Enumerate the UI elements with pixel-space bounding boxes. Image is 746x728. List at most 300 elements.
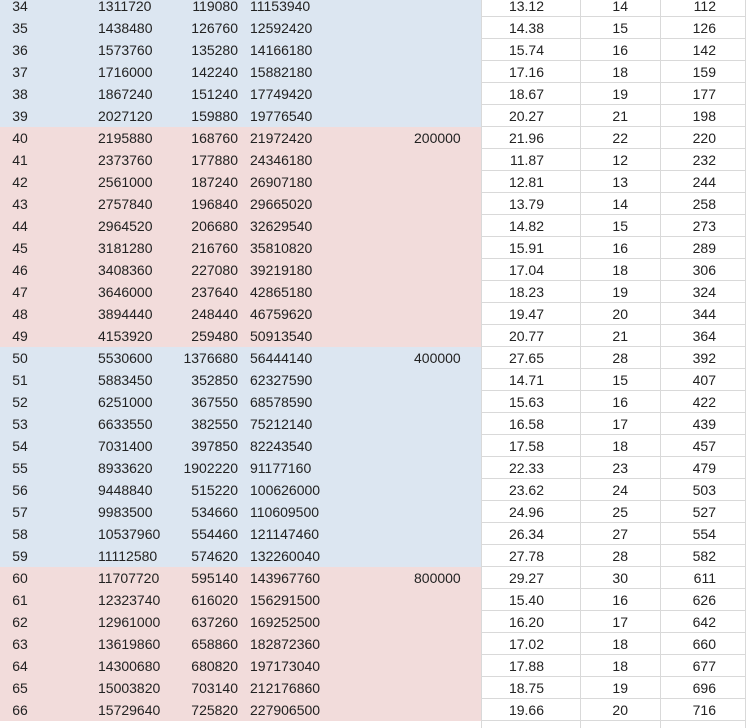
cell-col-e[interactable]: 19.66 — [508, 702, 544, 718]
cell-col-e[interactable]: 15.74 — [508, 42, 544, 58]
row-number[interactable]: 42 — [12, 174, 28, 190]
cell-col-a[interactable]: 2373760 — [98, 152, 153, 168]
table-row — [0, 259, 746, 281]
cell-col-g[interactable]: 626 — [692, 592, 716, 608]
cell-col-e[interactable]: 13.12 — [508, 0, 544, 14]
table-row — [0, 105, 746, 127]
table-row — [0, 83, 746, 105]
cell-col-c[interactable]: 35810820 — [250, 240, 313, 256]
cell-col-g[interactable]: 479 — [692, 460, 716, 476]
cell-col-g[interactable]: 142 — [692, 42, 716, 58]
cell-col-g[interactable]: 289 — [692, 240, 716, 256]
cell-col-b[interactable]: 725820 — [191, 702, 238, 718]
cell-col-e[interactable]: 27.78 — [508, 548, 544, 564]
cell-col-c[interactable]: 50913540 — [250, 328, 313, 344]
row-number[interactable]: 48 — [12, 306, 28, 322]
cell-col-b[interactable]: 352850 — [191, 372, 238, 388]
row-number[interactable]: 50 — [12, 350, 28, 366]
cell-col-f[interactable]: 13 — [612, 174, 628, 190]
cell-col-a[interactable]: 2757840 — [98, 196, 153, 212]
cell-col-f[interactable]: 25 — [612, 504, 628, 520]
cell-col-g[interactable]: 112 — [693, 0, 716, 14]
row-band-fill — [0, 0, 481, 17]
row-band-fill — [0, 479, 481, 501]
cell-col-c[interactable]: 14166180 — [250, 42, 313, 58]
cell-col-e[interactable]: 13.79 — [508, 196, 544, 212]
cell-col-a[interactable]: 2027120 — [98, 108, 153, 124]
cell-col-c[interactable]: 68578590 — [250, 394, 313, 410]
cell-col-c[interactable]: 91177160 — [250, 460, 312, 476]
row-number[interactable]: 43 — [12, 196, 28, 212]
row-band-fill — [0, 39, 481, 61]
cell-col-c[interactable]: 197173040 — [250, 658, 321, 674]
cell-col-g[interactable]: 503 — [692, 482, 716, 498]
cell-col-c[interactable]: 182872360 — [250, 636, 321, 652]
cell-col-b[interactable]: 703140 — [191, 680, 238, 696]
row-number[interactable]: 56 — [12, 482, 28, 498]
cell-col-c[interactable]: 156291500 — [250, 592, 321, 608]
row-number[interactable]: 58 — [12, 526, 28, 542]
row-number[interactable]: 62 — [12, 614, 28, 630]
row-number[interactable]: 38 — [12, 86, 28, 102]
cell-col-g[interactable]: 364 — [692, 328, 716, 344]
table-row — [0, 457, 746, 479]
row-number[interactable]: 47 — [12, 284, 28, 300]
row-number[interactable]: 54 — [12, 438, 28, 454]
row-number[interactable]: 61 — [12, 592, 28, 608]
row-band-fill — [0, 699, 481, 721]
table-row — [0, 391, 746, 413]
cell-col-c[interactable]: 39219180 — [250, 262, 313, 278]
row-band-fill — [0, 281, 481, 303]
cell-col-c[interactable]: 12592420 — [250, 20, 313, 36]
cell-col-e[interactable]: 18.67 — [508, 86, 544, 102]
cell-col-g[interactable]: 198 — [692, 108, 716, 124]
cell-col-g[interactable]: 660 — [692, 636, 716, 652]
row-band-fill — [0, 127, 481, 149]
table-row — [0, 435, 746, 457]
row-number[interactable]: 64 — [12, 658, 28, 674]
row-band-fill — [0, 589, 481, 611]
row-band-fill — [0, 545, 481, 567]
cell-col-a[interactable]: 11707720 — [98, 570, 160, 586]
cell-col-a[interactable]: 2195880 — [98, 130, 153, 146]
table-row — [0, 237, 746, 259]
cell-col-e[interactable]: 15.63 — [508, 394, 544, 410]
cell-col-e[interactable]: 27.65 — [508, 350, 544, 366]
cell-col-c[interactable]: 42865180 — [250, 284, 313, 300]
cell-col-a[interactable]: 15003820 — [98, 680, 161, 696]
cell-col-g[interactable]: 159 — [692, 64, 716, 80]
cell-col-a[interactable]: 2964520 — [98, 218, 153, 234]
cell-col-a[interactable]: 2561000 — [98, 174, 153, 190]
cell-col-a[interactable]: 1438480 — [98, 20, 153, 36]
cell-col-a[interactable]: 7031400 — [98, 438, 153, 454]
row-band-fill — [0, 611, 481, 633]
cell-col-b[interactable]: 126760 — [191, 20, 238, 36]
cell-col-g[interactable]: 232 — [692, 152, 716, 168]
cell-col-f[interactable]: 19 — [612, 284, 628, 300]
table-row — [0, 215, 746, 237]
cell-col-a[interactable]: 3894440 — [98, 306, 153, 322]
cell-col-f[interactable]: 17 — [612, 416, 628, 432]
table-row — [0, 61, 746, 83]
cell-col-b[interactable]: 595140 — [191, 570, 238, 586]
cell-col-g[interactable]: 177 — [692, 86, 716, 102]
cell-col-b[interactable]: 177880 — [191, 152, 238, 168]
table-row — [0, 589, 746, 611]
cell-col-e[interactable]: 16.20 — [508, 614, 544, 630]
cell-col-e[interactable]: 17.02 — [508, 636, 544, 652]
cell-col-a[interactable]: 3181280 — [98, 240, 153, 256]
cell-col-b[interactable]: 142240 — [191, 64, 238, 80]
cell-col-a[interactable]: 1716000 — [98, 64, 153, 80]
cell-col-b[interactable]: 1376680 — [183, 350, 238, 366]
cell-col-e[interactable]: 17.58 — [508, 438, 544, 454]
cell-col-b[interactable]: 206680 — [191, 218, 238, 234]
cell-col-b[interactable]: 135280 — [191, 42, 238, 58]
row-band-fill — [0, 17, 481, 39]
cell-col-g[interactable]: 439 — [692, 416, 716, 432]
table-row — [0, 325, 746, 347]
row-band-fill — [0, 325, 481, 347]
table-row — [0, 567, 746, 589]
cell-col-c[interactable]: 26907180 — [250, 174, 313, 190]
row-number[interactable]: 46 — [12, 262, 28, 278]
cell-col-e[interactable]: 20.77 — [508, 328, 544, 344]
cell-col-e[interactable]: 20.27 — [508, 108, 544, 124]
cell-col-f[interactable]: 17 — [612, 614, 628, 630]
row-number[interactable]: 65 — [12, 680, 28, 696]
cell-col-g[interactable]: 344 — [692, 306, 716, 322]
row-number[interactable]: 63 — [12, 636, 28, 652]
cell-col-a[interactable]: 6633550 — [98, 416, 153, 432]
table-row — [0, 369, 746, 391]
cell-col-c[interactable]: 132260040 — [250, 548, 321, 564]
cell-col-g[interactable]: 696 — [692, 680, 716, 696]
cell-col-a[interactable]: 12323740 — [98, 592, 161, 608]
cell-col-a[interactable]: 4153920 — [98, 328, 153, 344]
table-row — [0, 523, 746, 545]
cell-col-f[interactable]: 14 — [612, 196, 628, 212]
cell-col-c[interactable]: 19776540 — [250, 108, 313, 124]
cell-col-c[interactable]: 56444140 — [250, 350, 313, 366]
cell-col-c[interactable]: 11153940 — [250, 0, 311, 14]
cell-col-b[interactable]: 680820 — [191, 658, 238, 674]
cell-col-g[interactable]: 716 — [692, 702, 716, 718]
row-band-fill — [0, 523, 481, 545]
cell-col-f[interactable]: 18 — [612, 64, 628, 80]
cell-col-b[interactable]: 216760 — [191, 240, 238, 256]
cell-col-g[interactable]: 407 — [692, 372, 716, 388]
cell-col-b[interactable]: 574620 — [191, 548, 238, 564]
cell-col-c[interactable]: 24346180 — [250, 152, 313, 168]
cell-col-d[interactable]: 400000 — [414, 350, 461, 366]
cell-col-c[interactable]: 46759620 — [250, 306, 313, 322]
cell-col-f[interactable]: 24 — [612, 482, 628, 498]
cell-col-g[interactable]: 273 — [692, 218, 716, 234]
cell-col-f[interactable]: 30 — [612, 570, 628, 586]
cell-col-e[interactable]: 14.38 — [508, 20, 544, 36]
cell-col-c[interactable]: 169252500 — [250, 614, 321, 630]
cell-col-c[interactable]: 15882180 — [250, 64, 313, 80]
cell-col-g[interactable]: 126 — [692, 20, 716, 36]
cell-col-e[interactable]: 15.40 — [508, 592, 544, 608]
cell-col-a[interactable]: 9448840 — [98, 482, 153, 498]
cell-col-a[interactable]: 8933620 — [98, 460, 153, 476]
cell-col-f[interactable]: 18 — [612, 658, 628, 674]
row-band-fill — [0, 369, 481, 391]
row-band-fill — [0, 83, 481, 105]
row-number[interactable]: 60 — [12, 570, 28, 586]
cell-col-b[interactable]: 227080 — [191, 262, 238, 278]
row-band-fill — [0, 567, 481, 589]
cell-col-b[interactable]: 1902220 — [183, 460, 238, 476]
table-row — [0, 17, 746, 39]
cell-col-b[interactable]: 534660 — [191, 504, 238, 520]
cell-col-a[interactable]: 15729640 — [98, 702, 161, 718]
row-band-fill — [0, 237, 481, 259]
cell-col-e[interactable]: 24.96 — [508, 504, 544, 520]
cell-col-f[interactable]: 20 — [612, 702, 628, 718]
cell-col-a[interactable]: 1311720 — [98, 0, 152, 14]
cell-col-a[interactable]: 5883450 — [98, 372, 153, 388]
cell-col-e[interactable]: 23.62 — [508, 482, 544, 498]
row-number[interactable]: 49 — [12, 328, 28, 344]
row-number[interactable]: 59 — [12, 548, 28, 564]
cell-col-f[interactable]: 28 — [612, 350, 628, 366]
cell-col-b[interactable]: 367550 — [191, 394, 238, 410]
cell-col-g[interactable]: 306 — [692, 262, 716, 278]
cell-col-e[interactable]: 26.34 — [508, 526, 544, 542]
cell-col-d[interactable]: 800000 — [414, 570, 461, 586]
cell-col-c[interactable]: 100626000 — [250, 482, 321, 498]
cell-col-c[interactable]: 75212140 — [250, 416, 313, 432]
row-band-fill — [0, 61, 481, 83]
row-number[interactable]: 44 — [12, 218, 28, 234]
row-number[interactable]: 57 — [12, 504, 28, 520]
table-row — [0, 677, 746, 699]
cell-col-f[interactable]: 14 — [612, 0, 628, 14]
cell-col-f[interactable]: 16 — [612, 240, 628, 256]
cell-col-c[interactable]: 110609500 — [250, 504, 320, 520]
cell-col-c[interactable]: 227906500 — [250, 702, 321, 718]
row-number[interactable]: 53 — [12, 416, 28, 432]
row-band-fill — [0, 215, 481, 237]
row-band-fill — [0, 435, 481, 457]
row-number[interactable]: 36 — [12, 42, 28, 58]
row-number[interactable]: 45 — [12, 240, 28, 256]
cell-col-g[interactable]: 582 — [692, 548, 716, 564]
table-row — [0, 413, 746, 435]
cell-col-b[interactable]: 187240 — [191, 174, 238, 190]
row-number[interactable]: 41 — [12, 152, 28, 168]
row-number[interactable]: 39 — [12, 108, 28, 124]
table-row — [0, 347, 746, 369]
row-band-fill — [0, 171, 481, 193]
cell-col-g[interactable]: 244 — [692, 174, 716, 190]
cell-col-g[interactable]: 554 — [692, 526, 716, 542]
cell-col-c[interactable]: 62327590 — [250, 372, 313, 388]
cell-col-f[interactable]: 16 — [612, 592, 628, 608]
table-row — [0, 633, 746, 655]
cell-col-d[interactable]: 200000 — [414, 130, 461, 146]
row-band-fill — [0, 677, 481, 699]
cell-col-e[interactable]: 14.82 — [508, 218, 544, 234]
cell-col-f[interactable]: 19 — [612, 680, 628, 696]
row-number[interactable]: 35 — [12, 20, 28, 36]
cell-col-a[interactable]: 12961000 — [98, 614, 161, 630]
table-row — [0, 281, 746, 303]
cell-col-a[interactable]: 1573760 — [98, 42, 153, 58]
cell-col-f[interactable]: 16 — [612, 394, 628, 410]
cell-col-g[interactable]: 422 — [692, 394, 716, 410]
row-band-fill — [0, 347, 481, 369]
cell-col-a[interactable]: 14300680 — [98, 658, 161, 674]
cell-col-a[interactable]: 1867240 — [98, 86, 153, 102]
cell-col-a[interactable]: 6251000 — [98, 394, 153, 410]
cell-col-g[interactable]: 220 — [692, 130, 716, 146]
table-row — [0, 193, 746, 215]
cell-col-c[interactable]: 82243540 — [250, 438, 313, 454]
cell-col-c[interactable]: 143967760 — [250, 570, 321, 586]
cell-col-e[interactable]: 22.33 — [508, 460, 544, 476]
cell-col-c[interactable]: 17749420 — [250, 86, 313, 102]
cell-col-f[interactable]: 22 — [612, 130, 628, 146]
table-row — [0, 149, 746, 171]
cell-col-a[interactable]: 11112580 — [98, 548, 158, 564]
row-band-fill — [0, 193, 481, 215]
cell-col-b[interactable]: 119080 — [192, 0, 238, 14]
cell-col-b[interactable]: 168760 — [191, 130, 238, 146]
table-row — [0, 479, 746, 501]
cell-col-e[interactable]: 18.23 — [508, 284, 544, 300]
row-band-fill — [0, 655, 481, 677]
row-band-fill — [0, 633, 481, 655]
cell-col-a[interactable]: 3646000 — [98, 284, 153, 300]
table-row — [0, 127, 746, 149]
cell-col-b[interactable]: 554460 — [191, 526, 238, 542]
cell-col-a[interactable]: 10537960 — [98, 526, 161, 542]
cell-col-g[interactable]: 392 — [692, 350, 716, 366]
cell-col-f[interactable]: 15 — [612, 372, 628, 388]
cell-col-c[interactable]: 29665020 — [250, 196, 313, 212]
cell-col-b[interactable]: 237640 — [191, 284, 238, 300]
cell-col-b[interactable]: 637260 — [191, 614, 238, 630]
table-row — [0, 303, 746, 325]
cell-col-c[interactable]: 121147460 — [250, 526, 320, 542]
cell-col-e[interactable]: 12.81 — [508, 174, 544, 190]
cell-col-e[interactable]: 17.88 — [508, 658, 544, 674]
table-row — [0, 699, 746, 721]
cell-col-f[interactable]: 18 — [612, 262, 628, 278]
cell-col-a[interactable]: 3408360 — [98, 262, 153, 278]
cell-col-g[interactable]: 642 — [692, 614, 716, 630]
row-band-fill — [0, 457, 481, 479]
table-row — [0, 655, 746, 677]
table-row — [0, 611, 746, 633]
cell-col-a[interactable]: 13619860 — [98, 636, 161, 652]
cell-col-e[interactable]: 21.96 — [508, 130, 544, 146]
row-number[interactable]: 52 — [12, 394, 28, 410]
cell-col-b[interactable]: 196840 — [191, 196, 238, 212]
table-row — [0, 0, 746, 17]
cell-col-b[interactable]: 151240 — [191, 86, 238, 102]
table-row — [0, 501, 746, 523]
cell-col-b[interactable]: 159880 — [191, 108, 238, 124]
cell-col-g[interactable]: 258 — [692, 196, 716, 212]
cell-col-e[interactable]: 17.04 — [508, 262, 544, 278]
cell-col-b[interactable]: 382550 — [191, 416, 238, 432]
row-number[interactable]: 34 — [12, 0, 28, 14]
table-row — [0, 545, 746, 567]
cell-col-c[interactable]: 212176860 — [250, 680, 321, 696]
cell-col-b[interactable]: 616020 — [191, 592, 238, 608]
cell-col-g[interactable]: 677 — [692, 658, 716, 674]
row-band-fill — [0, 259, 481, 281]
cell-col-f[interactable]: 28 — [612, 548, 628, 564]
cell-col-e[interactable]: 17.16 — [508, 64, 544, 80]
row-number[interactable]: 55 — [12, 460, 28, 476]
cell-col-f[interactable]: 15 — [612, 218, 628, 234]
cell-col-c[interactable]: 32629540 — [250, 218, 313, 234]
cell-col-f[interactable]: 21 — [612, 108, 628, 124]
row-band-fill — [0, 413, 481, 435]
cell-col-g[interactable]: 324 — [692, 284, 716, 300]
cell-col-f[interactable]: 16 — [612, 42, 628, 58]
cell-col-f[interactable]: 18 — [612, 438, 628, 454]
row-band-fill — [0, 105, 481, 127]
cell-col-f[interactable]: 20 — [612, 306, 628, 322]
cell-col-f[interactable]: 21 — [612, 328, 628, 344]
cell-col-g[interactable]: 611 — [693, 570, 716, 586]
cell-col-f[interactable]: 15 — [612, 20, 628, 36]
row-band-fill — [0, 149, 481, 171]
row-number[interactable]: 40 — [12, 130, 28, 146]
cell-col-e[interactable]: 19.47 — [508, 306, 544, 322]
table-row — [0, 39, 746, 61]
row-number[interactable]: 51 — [12, 372, 28, 388]
cell-col-f[interactable]: 19 — [612, 86, 628, 102]
cell-col-f[interactable]: 27 — [612, 526, 628, 542]
cell-col-f[interactable]: 18 — [612, 636, 628, 652]
cell-col-e[interactable]: 14.71 — [508, 372, 544, 388]
cell-col-g[interactable]: 527 — [692, 504, 716, 520]
cell-col-b[interactable]: 397850 — [191, 438, 238, 454]
cell-col-e[interactable]: 16.58 — [508, 416, 544, 432]
cell-col-e[interactable]: 29.27 — [508, 570, 544, 586]
table-row — [0, 171, 746, 193]
cell-col-f[interactable]: 12 — [612, 152, 628, 168]
row-band-fill — [0, 303, 481, 325]
cell-col-g[interactable]: 457 — [692, 438, 716, 454]
cell-col-a[interactable]: 5530600 — [98, 350, 153, 366]
cell-col-a[interactable]: 9983500 — [98, 504, 153, 520]
cell-col-b[interactable]: 658860 — [191, 636, 238, 652]
row-band-fill — [0, 391, 481, 413]
row-number[interactable]: 37 — [12, 64, 28, 80]
cell-col-e[interactable]: 15.91 — [508, 240, 544, 256]
cell-col-c[interactable]: 21972420 — [250, 130, 313, 146]
cell-col-b[interactable]: 259480 — [191, 328, 238, 344]
cell-col-f[interactable]: 23 — [612, 460, 628, 476]
cell-col-e[interactable]: 11.87 — [510, 152, 544, 168]
cell-col-b[interactable]: 248440 — [191, 306, 238, 322]
row-band-fill — [0, 501, 481, 523]
row-number[interactable]: 66 — [12, 702, 28, 718]
cell-col-e[interactable]: 18.75 — [508, 680, 544, 696]
cell-col-b[interactable]: 515220 — [191, 482, 238, 498]
